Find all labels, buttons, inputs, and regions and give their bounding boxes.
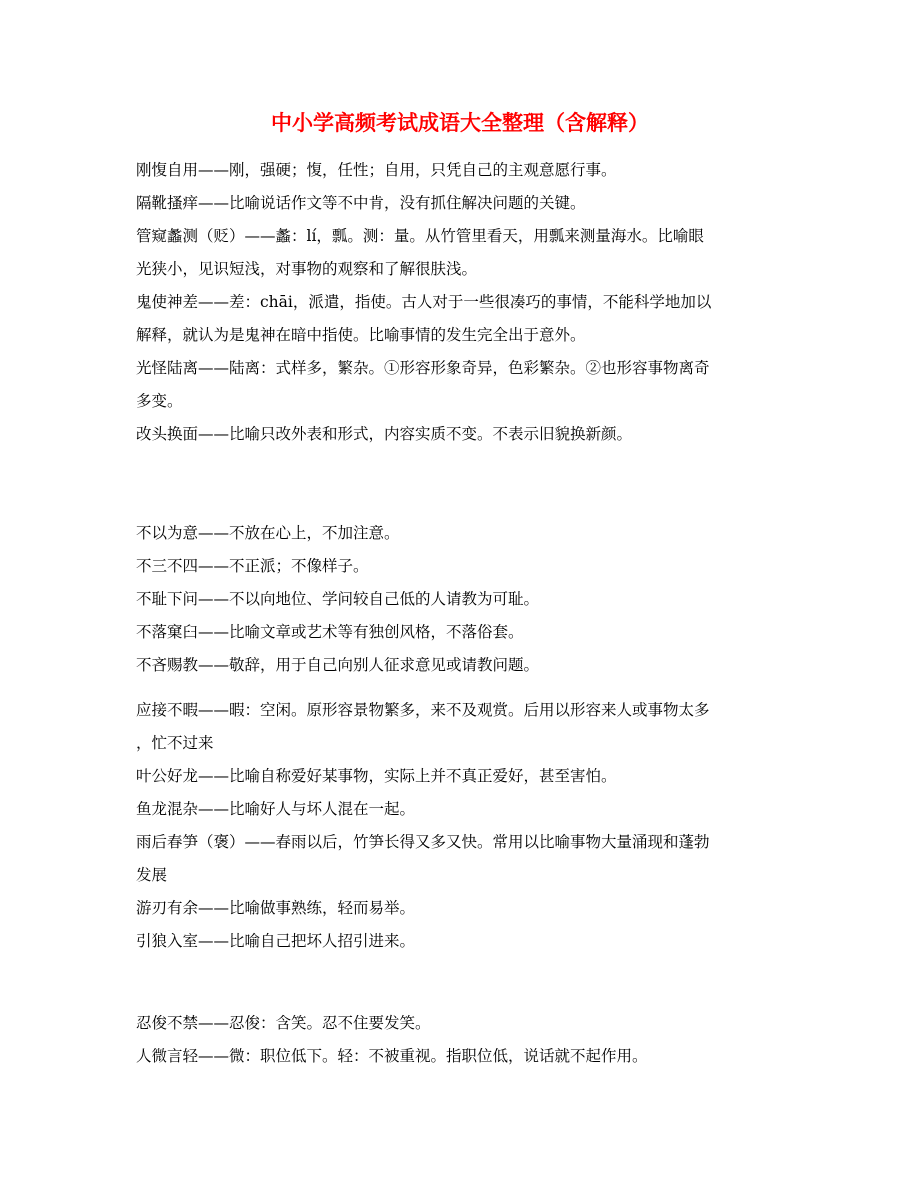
text-line: 鱼龙混杂——比喻好人与坏人混在一起。 — [136, 800, 416, 818]
document-body — [136, 154, 786, 1073]
text-line: 发展 — [136, 866, 168, 884]
text-line: 不吝赐教——敬辞，用于自己向别人征求意见或请教问题。 — [136, 656, 540, 674]
text-line: ，忙不过来 — [136, 734, 214, 752]
page-title: 中小学高频考试成语大全整理（含解释） — [271, 110, 649, 135]
text-line: 忍俊不禁——忍俊：含笑。忍不住要发笑。 — [136, 1014, 431, 1032]
blank-line — [136, 451, 786, 484]
text-line: 隔靴搔痒——比喻说话作文等不中肯，没有抓住解决问题的关键。 — [136, 194, 586, 212]
blank-line — [136, 484, 786, 517]
text-line: 人微言轻——微：职位低下。轻：不被重视。指职位低，说话就不起作用。 — [136, 1047, 648, 1065]
blank-line — [136, 958, 786, 991]
blank-line — [136, 991, 786, 1007]
text-line: 不耻下问——不以向地位、学问较自己低的人请教为可耻。 — [136, 590, 540, 608]
text-line: 光狭小，见识短浅，对事物的观察和了解很肤浅。 — [136, 260, 478, 278]
text-line: 不以为意——不放在心上，不加注意。 — [136, 524, 400, 542]
text-line: 管窥蠡测（贬）——蠡：lí，瓢。测：量。从竹管里看天，用瓢来测量海水。比喻眼 — [136, 227, 704, 245]
text-line: 应接不暇——暇：空闲。原形容景物繁多，来不及观赏。后用以形容来人或事物太多 — [136, 701, 710, 719]
text-line: 刚愎自用——刚，强硬；愎，任性；自用，只凭自己的主观意愿行事。 — [136, 161, 617, 179]
text-line: 解释，就认为是鬼神在暗中指使。比喻事情的发生完全出于意外。 — [136, 326, 586, 344]
text-line: 引狼入室——比喻自己把坏人招引进来。 — [136, 932, 416, 950]
text-line: 多变。 — [136, 392, 183, 410]
text-line: 叶公好龙——比喻自称爱好某事物，实际上并不真正爱好，甚至害怕。 — [136, 767, 617, 785]
text-line: 雨后春笋（褒）——春雨以后，竹笋长得又多又快。常用以比喻事物大量涌现和蓬勃 — [136, 833, 710, 851]
blank-line — [136, 682, 786, 694]
text-line: 光怪陆离——陆离：式样多，繁杂。①形容形象奇异，色彩繁杂。②也形容事物离奇 — [136, 359, 710, 377]
text-line: 改头换面——比喻只改外表和形式，内容实质不变。不表示旧貌换新颜。 — [136, 425, 633, 443]
text-line: 游刃有余——比喻做事熟练，轻而易举。 — [136, 899, 416, 917]
text-line: 不落窠臼——比喻文章或艺术等有独创风格，不落俗套。 — [136, 623, 524, 641]
text-line: 不三不四——不正派；不像样子。 — [136, 557, 369, 575]
text-line: 鬼使神差——差：chāi，派遣，指使。古人对于一些很凑巧的事情，不能科学地加以 — [136, 293, 712, 311]
